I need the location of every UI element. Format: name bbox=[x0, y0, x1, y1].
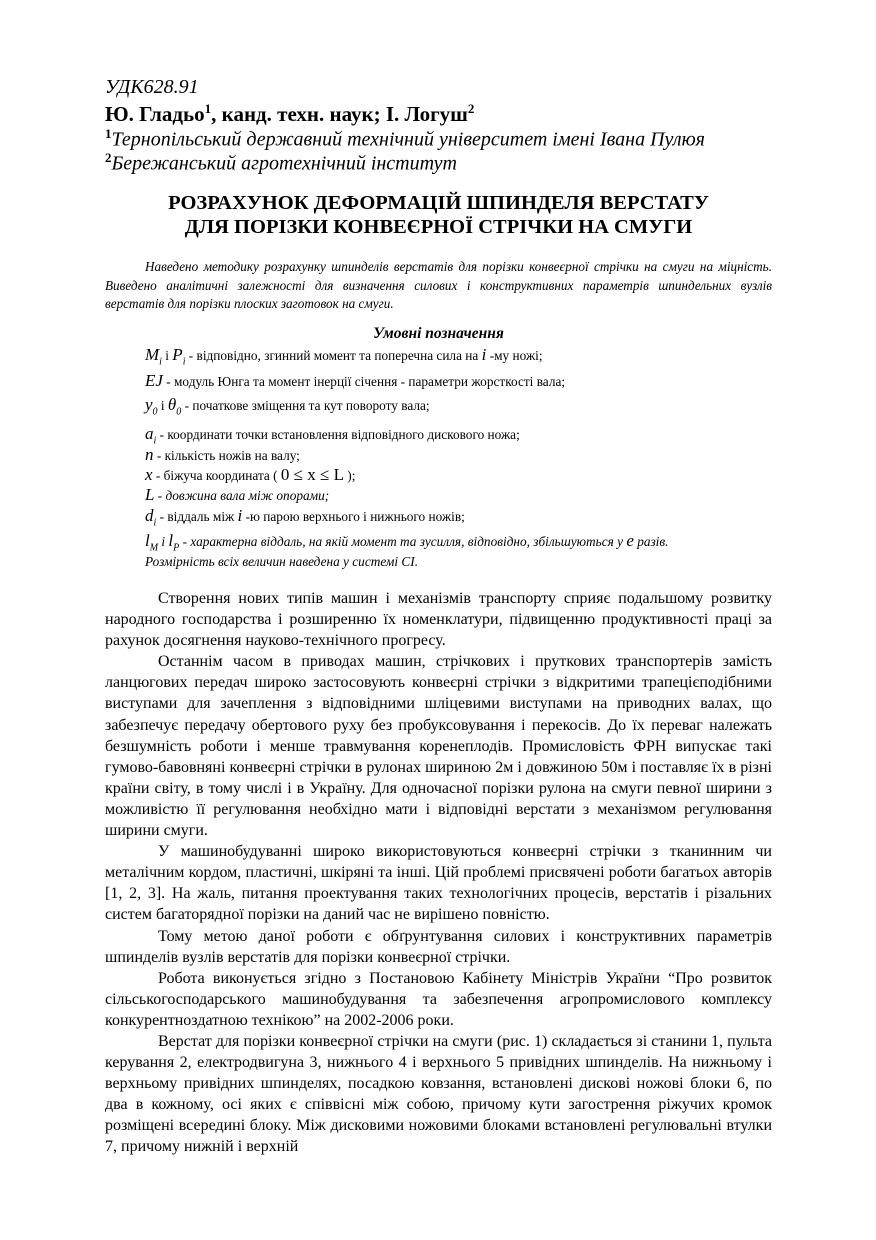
symbol-n: n bbox=[145, 445, 154, 464]
affiliation-2-mark: 2 bbox=[105, 150, 112, 165]
affiliation-2 bbox=[105, 150, 772, 176]
title-line-2: ДЛЯ ПОРІЗКИ КОНВЕЄРНОЇ СТРІЧКИ НА СМУГИ bbox=[184, 216, 693, 238]
symbol-p: $P_i$ bbox=[172, 345, 186, 368]
symbol-ai: $a_i$ bbox=[145, 424, 157, 447]
notation-item-initial: $y_0$ і $\theta_0$ - початкове зміщення та кут повороту вала; bbox=[145, 395, 430, 418]
symbol-lm: $l_M$ bbox=[145, 531, 159, 554]
affiliation-1-mark: 1 bbox=[105, 126, 112, 141]
affiliation-1 bbox=[105, 126, 772, 152]
symbol-m: $M_i$ bbox=[145, 345, 162, 368]
symbol-y0: $y_0$ bbox=[145, 395, 158, 418]
paper-title bbox=[105, 191, 772, 239]
paragraph-4: Тому метою даної роботи є обґрунтування силових і конструктивних параметрів шпинделів вузлів верстатів для порізки конвеєрної стрічки. bbox=[105, 927, 772, 966]
symbol-x: x bbox=[145, 465, 153, 484]
author-1-name: Ю. Гладьо bbox=[105, 102, 205, 126]
body-text bbox=[105, 588, 772, 1158]
author-2-affiliation-mark: 2 bbox=[467, 101, 475, 116]
paragraph-6: Верстат для порізки конвеєрної стрічки на смуги (рис. 1) складається зі станини 1, пульта керування 2, електродвигуна 3, нижнього 4 і верхнього 5 привідних шпинделів. На нижньому і верхньому привідних шпинделях, посадкою ковзання, встановлені дискові ножові блоки 6, по два в кожному, осі яких є співвісні між собою, причому кути загострення ріжучих кромок розміщені всередині блоку. Між дисковими ножовими блоками встановлені регулювальні втулки 7, причому нижній і верхній bbox=[105, 1032, 772, 1156]
notation-item-n: n - кількість ножів на валу; bbox=[145, 445, 300, 464]
symbol-ej: EJ bbox=[145, 371, 163, 390]
udk-code: УДК628.91 bbox=[105, 76, 199, 98]
paragraph-1: Створення нових типів машин і механізмів транспорту сприяє подальшому розвитку народного господарства і розширенню їх номенклатури, підвищенню продуктивності праці за рахунок досягнення науково-технічного прогресу. bbox=[105, 590, 772, 650]
notation-units-note: Розмірність всіх величин наведена у системі СІ. bbox=[145, 554, 419, 569]
affiliation-2-text: Бережанський агротехнічний інститут bbox=[111, 152, 457, 175]
notation-heading: Умовні позначення bbox=[373, 325, 504, 342]
title-line-1: РОЗРАХУНОК ДЕФОРМАЦІЙ ШПИНДЕЛЯ ВЕРСТАТУ bbox=[168, 192, 709, 214]
notation-item-x: x - біжуча координата ( 0 ≤ x ≤ L ); bbox=[145, 465, 356, 484]
notation-item-ej: EJ - модуль Юнга та момент інерції січення - параметри жорсткості вала; bbox=[145, 371, 566, 390]
notation-item-ai: $a_i$ - координати точки встановлення відповідного дискового ножа; bbox=[145, 424, 520, 447]
symbol-theta0: $\theta_0$ bbox=[167, 395, 182, 418]
notation-item-moment-force: $M_i$ і $P_i$ - відповідно, згинний момент та поперечна сила на i -му ножі; bbox=[145, 345, 543, 368]
abstract: Наведено методику розрахунку шпинделів верстатів для порізки конвеєрної стрічки на смуги на міцність. Виведено аналітичні залежності для визначення силових і конструктивних параметрів шпиндельних вузлів верстатів для порізки плоских заготовок на смуги. bbox=[105, 259, 772, 311]
notation-item-di: $d_i$ - віддаль між i -ю парою верхнього і нижнього ножів; bbox=[145, 506, 465, 529]
symbol-lp: $l_P$ bbox=[168, 531, 180, 554]
author-1-affiliation-mark: 1 bbox=[204, 101, 212, 116]
notation-item-lm-lp: $l_M$ і $l_P$ - характерна віддаль, на якій момент та зусилля, відповідно, збільшуються у e разів. bbox=[145, 531, 669, 554]
paragraph-3: У машинобудуванні широко використовуються конвеєрні стрічки з тканинним чи металічним кордом, пластичні, шкіряні та інші. Цій проблемі присвячені роботи багатьох авторів [1, 2, 3]. На жаль, питання проектування таких технологічних процесів, верстатів і різальних систем багаторядної порізки на даний час не вирішено повністю. bbox=[105, 843, 772, 924]
paragraph-5: Робота виконується згідно з Постановою Кабінету Міністрів України “Про розвиток сільськогосподарського машинобудування та забезпечення агропромислового комплексу конкурентноздатною технікою” на 2002-2006 роки. bbox=[105, 969, 772, 1029]
range-expression: 0 ≤ x ≤ L bbox=[280, 465, 344, 484]
symbol-di: $d_i$ bbox=[145, 506, 157, 529]
notation-item-l: L - довжина вала між опорами; bbox=[145, 485, 330, 504]
symbol-l: L bbox=[145, 485, 155, 504]
paragraph-2: Останнім часом в приводах машин, стрічкових і пруткових транспортерів замість ланцюгових передач широко застосовують конвеєрні стрічки з відкритими трапецієподібними виступами для зачеплення з відповідними шліцевими виступами на приводних валах, що забезпечує передачу обертового руху без пробуксовування і перекосів. До їх переваг належать безшумність роботи і менше травмування коренеплодів. Промисловість ФРН випускає такі гумово-бавовняні конвеєрні стрічки в рулонах шириною 2м і довжиною 50м і поставляє їх в різні країни світу, в тому числі і в Україну. Для одночасної порізки рулона на смуги певної ширини з можливістю її регулювання необхідно мати і відповідні верстати з механізмом регулювання ширини смуги. bbox=[105, 653, 772, 840]
author-degree-and-second-author: , канд. техн. наук; І. Логуш bbox=[211, 102, 468, 126]
authors-line bbox=[105, 101, 772, 127]
affiliation-1-text: Тернопільський державний технічний університет імені Івана Пулюя bbox=[111, 128, 705, 151]
